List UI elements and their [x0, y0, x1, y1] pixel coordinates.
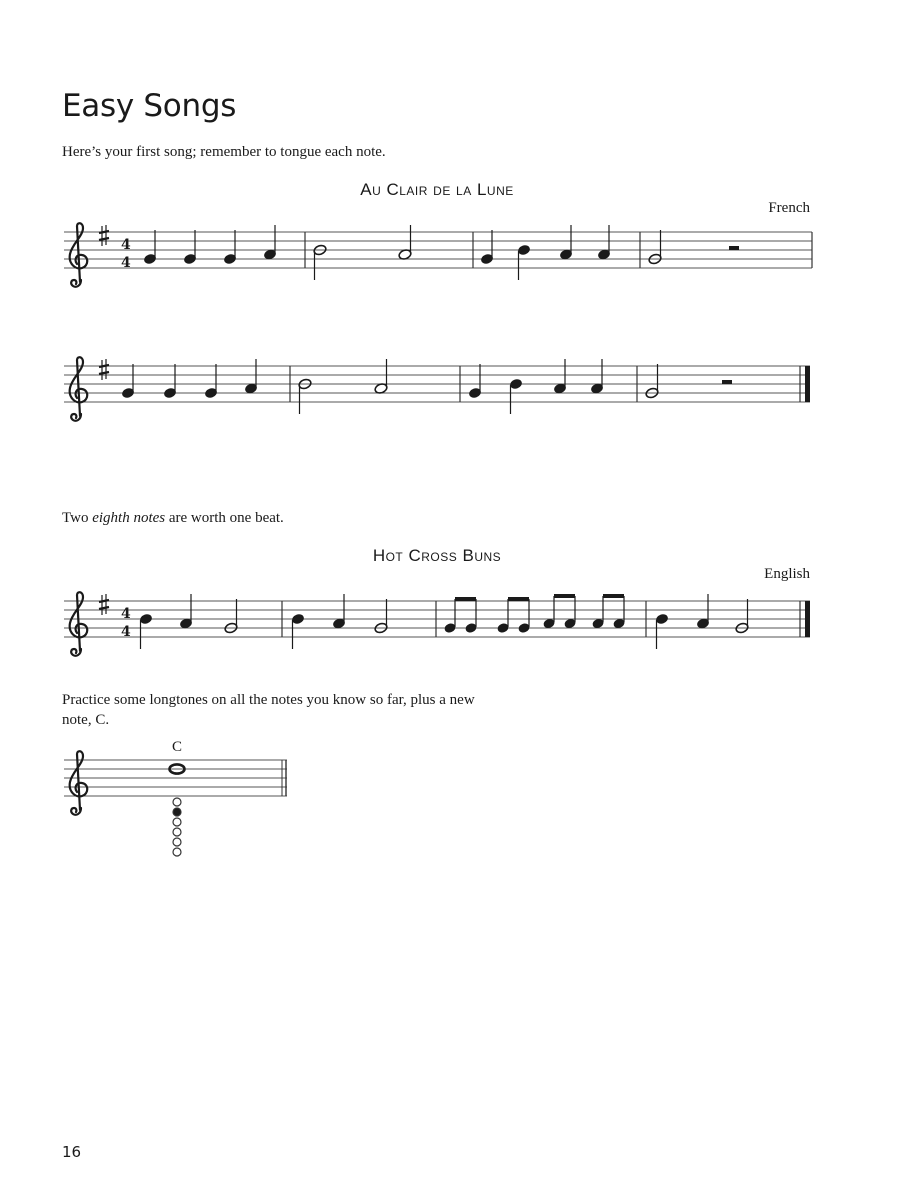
tip-suffix: are worth one beat. [165, 510, 284, 526]
note [543, 618, 555, 629]
fingering-chart [173, 798, 181, 856]
note [518, 623, 530, 634]
treble-clef-icon [70, 223, 88, 287]
note [517, 244, 530, 255]
note [465, 623, 477, 634]
treble-clef-icon [70, 751, 88, 815]
song-title-au-clair: Au Clair de la Lune [360, 180, 514, 199]
hole-closed-icon [173, 808, 181, 816]
beam [603, 594, 624, 598]
treble-clef-icon [70, 592, 88, 656]
note-label-c: C [171, 739, 183, 755]
note [509, 378, 522, 389]
beam [554, 594, 575, 598]
final-barline [805, 601, 810, 637]
final-barline [805, 366, 810, 402]
song-title-hot-cross-buns: Hot Cross Buns [372, 546, 502, 565]
note [613, 618, 625, 629]
note [139, 613, 152, 624]
staff-au-clair-line1 [64, 223, 812, 287]
time-sig-top: 4 [121, 606, 131, 622]
time-signature [121, 237, 131, 271]
time-sig-top: 4 [121, 237, 131, 253]
note [564, 618, 576, 629]
hole-open-icon [173, 828, 181, 836]
beam [455, 597, 476, 601]
note [655, 613, 668, 624]
staff-hot-cross-buns [64, 592, 810, 656]
tip-prefix: Two [62, 510, 93, 526]
song-origin-french: French [768, 200, 810, 216]
time-sig-bottom: 4 [121, 624, 131, 640]
time-signature [121, 606, 131, 640]
song-origin-english: English [764, 566, 810, 582]
treble-clef-icon [70, 357, 88, 421]
page-title: Easy Songs [62, 88, 237, 124]
note [497, 623, 509, 634]
half-rest [729, 246, 739, 250]
eighth-note-tip [62, 508, 284, 528]
time-sig-bottom: 4 [121, 255, 131, 271]
hole-open-icon [173, 848, 181, 856]
sharp-icon [99, 359, 109, 380]
staff-au-clair-line2 [64, 357, 810, 421]
hole-open-icon [173, 798, 181, 806]
note [444, 623, 456, 634]
intro-text: Here’s your first song; remember to tongue each note. [62, 144, 386, 160]
note [291, 613, 304, 624]
half-rest [722, 380, 732, 384]
page-number: 16 [62, 1143, 82, 1161]
note [592, 618, 604, 629]
hole-open-icon [173, 818, 181, 826]
hole-open-icon [173, 838, 181, 846]
tip-emphasis: eighth notes [92, 510, 166, 526]
longtones-text: Practice some longtones on all the notes you know so far, plus a new note, C. [62, 692, 475, 728]
sharp-icon [99, 225, 109, 246]
sharp-icon [99, 594, 109, 615]
beam [508, 597, 529, 601]
staff-longtone [64, 739, 287, 856]
